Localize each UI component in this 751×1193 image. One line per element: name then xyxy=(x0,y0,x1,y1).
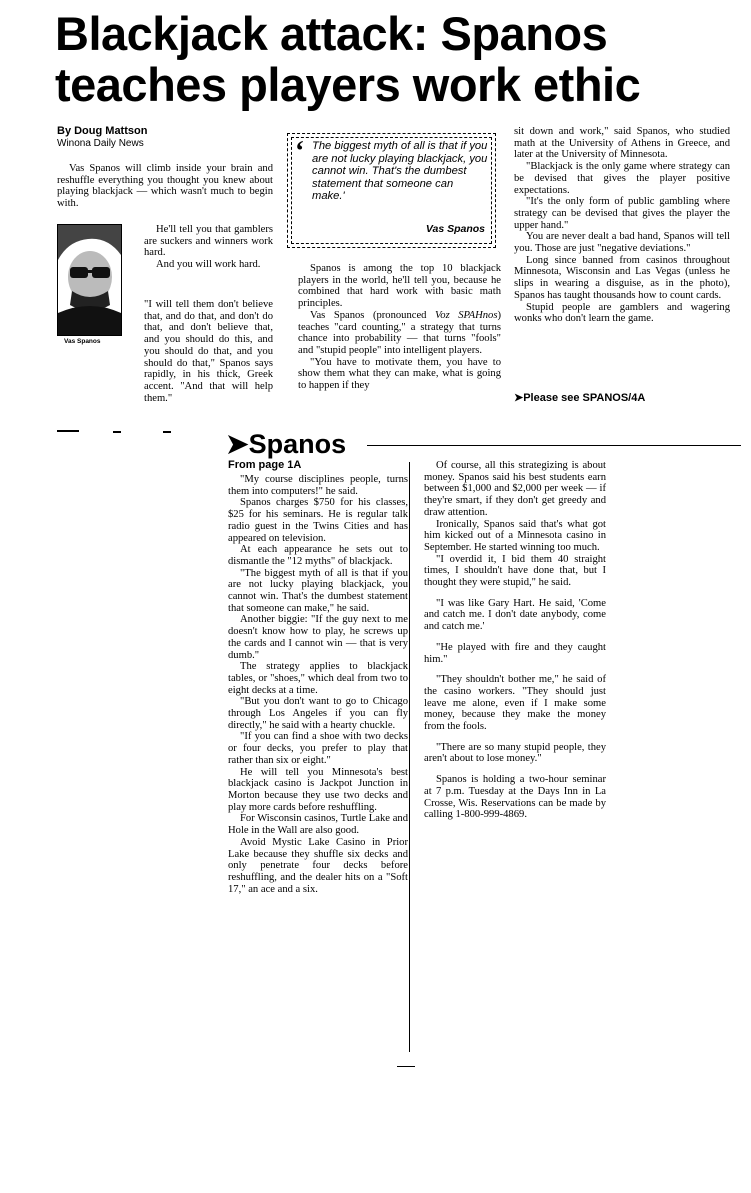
paragraph: And you will work hard. xyxy=(156,259,261,271)
paragraph: "It's the only form of public gambling where strategy can be devised that gives the player the upper hand." xyxy=(514,196,730,231)
from-page-label: From page 1A xyxy=(228,459,302,471)
pull-quote-text: The biggest myth of all is that if you are not lucky playing blackjack, you cannot win. That's the dumbest statement that someone can make.' xyxy=(312,140,488,203)
byline: By Doug Mattson xyxy=(57,125,148,137)
paragraph: "He played with fire and they caught him." xyxy=(424,641,606,665)
paragraph: Avoid Mystic Lake Casino in Prior Lake because they shuffle six decks and only penetrate four decks before reshuffling, and the dealer hits on a "Soft 17," an ace and a six. xyxy=(228,836,408,895)
column-2 xyxy=(298,263,501,392)
paragraph: You are never dealt a bad hand, Spanos will tell you. Those are just "negative deviations." xyxy=(514,231,730,255)
paragraph: sit down and work," said Spanos, who studied math at the University of Athens in Greece, and later at the University of Minnesota. xyxy=(514,126,730,161)
person-photo-icon xyxy=(58,225,121,335)
paragraph: For Wisconsin casinos, Turtle Lake and Hole in the Wall are also good. xyxy=(228,813,408,837)
paragraph-text: Vas Spanos (pronounced xyxy=(310,309,435,321)
pronunciation: Voz SPAHnos xyxy=(435,309,498,321)
affiliation: Winona Daily News xyxy=(57,138,144,149)
pull-quote-credit: Vas Spanos xyxy=(425,223,485,235)
column-1-wrap xyxy=(144,224,273,271)
photo-caption: Vas Spanos xyxy=(64,338,101,345)
divider xyxy=(57,430,79,432)
paragraph: He will tell you Minnesota's best blackjack casino is Jackpot Junction in Morton because they use two decks and play more cards before reshuffling. xyxy=(228,766,408,813)
jump-headline: ➤Spanos xyxy=(226,429,347,459)
paragraph: "I will tell them don't believe that, and do that, and don't do that, and don't believe that, and you should do this, and you should do that, and you should do that," Spanos says rapidly, in his thick, Greek accent. "And that will help them." xyxy=(144,299,273,404)
quote-mark-icon: ‘ xyxy=(295,136,305,167)
paragraph: Long since banned from casinos throughout Minnesota, Wisconsin and Las Vegas (unless he slips in wearing a disguise, as in the photo), Spanos has taught thousands how to count cards. xyxy=(514,254,730,301)
pull-quote-box xyxy=(287,133,496,248)
paragraph: "I was like Gary Hart. He said, 'Come and catch me. I don't date anybody, come and catch me.' xyxy=(424,597,606,633)
paragraph: "My course disciplines people, turns them into computers!" he said. xyxy=(228,474,408,497)
divider xyxy=(367,445,741,446)
paragraph-text: ) teaches "card counting," a strategy that turns chance into probability — that turns "fools" and "stupid people" into intelligent players. xyxy=(298,309,502,356)
column-1 xyxy=(57,163,273,210)
paragraph: Stupid people are gamblers and wagering wonks who don't learn the game. xyxy=(514,301,730,325)
photo xyxy=(57,224,122,336)
paragraph: "Blackjack is the only game where strategy can be devised that gives the player positive expectations. xyxy=(514,161,730,196)
paragraph: Another biggie: "If the guy next to me doesn't know how to play, he screws up the cards and I cannot win — that is very dumb." xyxy=(228,614,408,661)
paragraph: The strategy applies to blackjack tables, or "shoes," which deal from two to eight decks at a time. xyxy=(228,661,408,696)
paragraph: Spanos is among the top 10 blackjack players in the world, he'll tell you, because he combined that hard work with basic math principles. xyxy=(298,263,501,310)
paragraph xyxy=(298,310,501,357)
divider xyxy=(163,431,171,433)
column-4 xyxy=(228,474,408,895)
column-3 xyxy=(514,126,730,325)
paragraph: Vas Spanos will climb inside your brain and reshuffle everything you thought you knew about playing blackjack — which wasn't much to begin with. xyxy=(57,163,273,210)
column-5 xyxy=(424,460,606,821)
column-divider xyxy=(409,462,410,1052)
paragraph: "You have to motivate them, you have to show them what they can make, what is going to happen if they xyxy=(298,356,501,392)
paragraph: "They shouldn't bother me," he said of the casino workers. "They should just leave me alone, even if I make some money, because they make the money from the fools. xyxy=(424,674,606,733)
headline: Blackjack attack: Spanos teaches players work ethic xyxy=(55,7,641,111)
paragraph: Spanos is holding a two-hour seminar at 7 p.m. Tuesday at the Days Inn in La Crosse, Wis. Reservations can be made by calling 1-800-999-4869. xyxy=(424,774,606,821)
paragraph: "I overdid it, I bid them 40 straight times, I shouldn't have done that, but I thought they were stupid," he said. xyxy=(424,553,606,589)
divider xyxy=(397,1066,415,1067)
paragraph: He'll tell you that gamblers are suckers and winners work hard. xyxy=(144,224,273,259)
paragraph: Of course, all this strategizing is about money. Spanos said his best students earn between $1,000 and $2,000 per week — if they're smart, if they don't get greedy and draw attention. xyxy=(424,460,606,518)
paragraph: "But you don't want to go to Chicago through Los Angeles if you can fly directly," he said with a hearty chuckle. xyxy=(228,696,408,731)
paragraph: "The biggest myth of all is that if you are not lucky playing blackjack, you cannot win. That's the dumbest statement that someone can make," he said. xyxy=(228,567,408,614)
jump-line: ➤Please see SPANOS/4A xyxy=(514,392,646,404)
paragraph: At each appearance he sets out to dismantle the "12 myths" of blackjack. xyxy=(228,544,408,567)
paragraph: Ironically, Spanos said that's what got him kicked out of a Minnesota casino in September. He started winning too much. xyxy=(424,518,606,553)
paragraph: "There are so many stupid people, they aren't about to lose money." xyxy=(424,741,606,765)
paragraph: "If you can find a shoe with two decks or four decks, you prefer to play that rather than six or eight." xyxy=(228,731,408,766)
paragraph: Spanos charges $750 for his classes, $25 for his seminars. He is regular talk radio guest in the Twins Cities and has appeared on television. xyxy=(228,497,408,544)
divider xyxy=(113,431,121,433)
